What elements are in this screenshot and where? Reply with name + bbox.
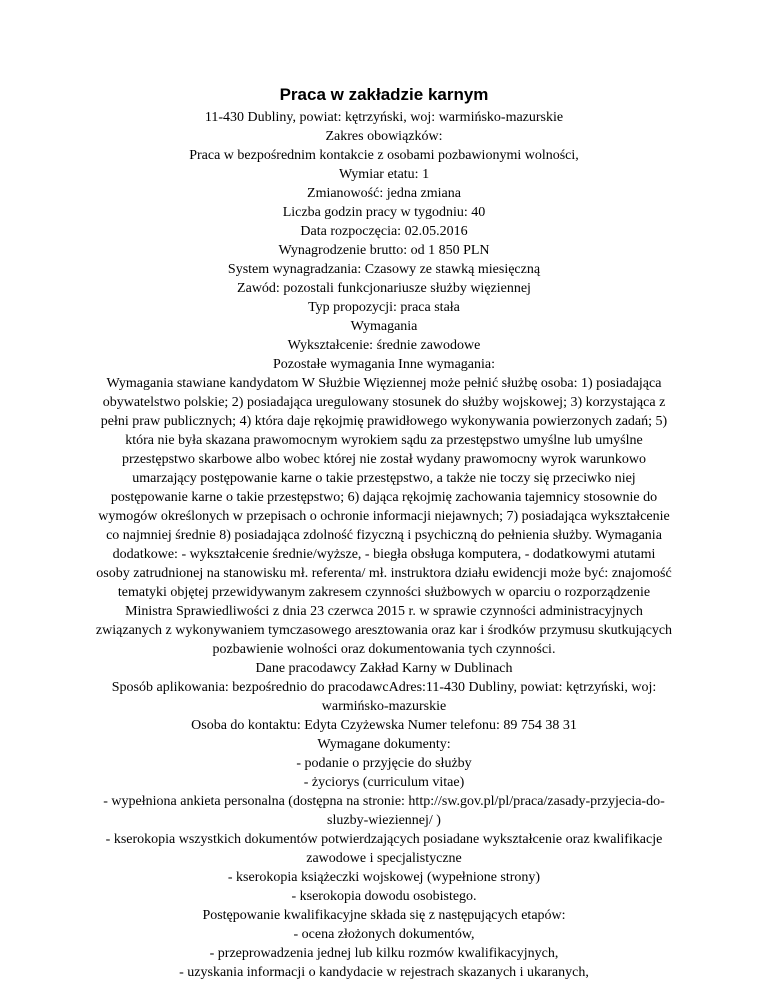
- requirements-paragraph-line: przestępstwo skarbowe albo wobec której nie został wydany prawomocny wyrok warunkowo: [121, 452, 647, 467]
- required-documents-heading: Wymagane dokumenty:: [317, 737, 451, 752]
- application-method-cont: warmińsko-mazurskie: [321, 699, 447, 714]
- offer-type: Typ propozycji: praca stała: [308, 300, 460, 315]
- profession: Zawód: pozostali funkcjonariusze służby więziennej: [237, 281, 531, 296]
- application-method: Sposób aplikowania: bezpośrednio do pracodawcAdres:11-430 Dubliny, powiat: kętrzyński, woj:: [111, 680, 657, 695]
- requirements-paragraph-line: która nie była skazana prawomocnym wyrokiem sądu za przestępstwo umyślne lub umyślne: [125, 433, 643, 448]
- education-requirement: Wykształcenie: średnie zawodowe: [287, 338, 481, 353]
- procedure-step: - przeprowadzenia jednej lub kilku rozmów kwalifikacyjnych,: [209, 946, 559, 961]
- duties-text: Praca w bezpośrednim kontakcie z osobami pozbawionymi wolności,: [189, 148, 579, 163]
- contact-person: Osoba do kontaktu: Edyta Czyżewska Numer telefonu: 89 754 38 31: [191, 718, 577, 733]
- requirements-paragraph-line: wymogów określonych w przepisach o ochronie informacji niejawnych; 7) posiadająca wykształcenie: [98, 509, 670, 524]
- procedure-step: - uzyskania informacji o kandydacie w rejestrach skazanych i ukaranych,: [179, 965, 589, 980]
- start-date: Data rozpoczęcia: 02.05.2016: [300, 224, 468, 239]
- document-body: [84, 108, 684, 982]
- procedure-step: - ocena złożonych dokumentów,: [293, 927, 475, 942]
- document-list-item: - podanie o przyjęcie do służby: [296, 756, 472, 771]
- other-requirements-heading: Pozostałe wymagania Inne wymagania:: [273, 357, 495, 372]
- requirements-paragraph-line: związanych z wykonywaniem tymczasowego aresztowania oraz kar i środków przymusu skutkujących: [95, 623, 673, 638]
- requirements-paragraph-line: dodatkowe: - wykształcenie średnie/wyższe, - biegła obsługa komputera, - dodatkowymi atutami: [112, 547, 656, 562]
- document-list-item: - kserokopia dowodu osobistego.: [291, 889, 477, 904]
- document-list-item: - kserokopia wszystkich dokumentów potwierdzających posiadane wykształcenie oraz kwalifikacje: [105, 832, 663, 847]
- requirements-paragraph-line: postępowanie karne o takie przestępstwo; 6) dająca rękojmię zachowania tajemnicy stosownie do: [110, 490, 658, 505]
- qualification-procedure-heading: Postępowanie kwalifikacyjne składa się z następujących etapów:: [202, 908, 566, 923]
- duties-heading: Zakres obowiązków:: [325, 129, 443, 144]
- shift-info: Zmianowość: jedna zmiana: [307, 186, 461, 201]
- requirements-paragraph-line: co najmniej średnie 8) posiadająca zdolność fizyczną i psychiczną do pełnienia służby. Wymagania: [106, 528, 662, 543]
- pay-system: System wynagradzania: Czasowy ze stawką miesięczną: [227, 262, 541, 277]
- document-list-item-cont: sluzby-wieziennej/ ): [327, 813, 441, 828]
- document-list-item-cont: zawodowe i specjalistyczne: [306, 851, 462, 866]
- requirements-paragraph-line: tematyki objętej przewidywanym zakresem czynności służbowych w oparciu o rozporządzenie: [117, 585, 651, 600]
- requirements-paragraph-line: obywatelstwo polskie; 2) posiadająca uregulowany stosunek do służby wojskowej; 3) korzystająca z: [102, 395, 666, 410]
- document-list-item: - życiorys (curriculum vitae): [303, 775, 465, 790]
- requirements-paragraph-line: Ministra Sprawiedliwości z dnia 23 czerwca 2015 r. w sprawie czynności administracyjnych: [125, 604, 643, 619]
- document-list-item: - wypełniona ankieta personalna (dostępna na stronie: http://sw.gov.pl/pl/praca/zasady-przyjecia-do-: [103, 794, 665, 809]
- document-list-item: - kserokopia książeczki wojskowej (wypełnione strony): [227, 870, 541, 885]
- document-page: [84, 84, 684, 982]
- requirements-paragraph-line: Wymagania stawiane kandydatom W Służbie Więziennej może pełnić służbę osoba: 1) posiadająca: [106, 376, 662, 391]
- weekly-hours: Liczba godzin pracy w tygodniu: 40: [282, 205, 486, 220]
- gross-salary: Wynagrodzenie brutto: od 1 850 PLN: [278, 243, 490, 258]
- employer-info: Dane pracodawcy Zakład Karny w Dublinach: [255, 661, 513, 676]
- location-line: 11-430 Dubliny, powiat: kętrzyński, woj: warmińsko-mazurskie: [204, 110, 564, 125]
- requirements-heading: Wymagania: [350, 319, 418, 334]
- requirements-paragraph-line: osoby zatrudnionej na stanowisku mł. referenta/ mł. instruktora działu ewidencji może być: znajomość: [96, 566, 672, 581]
- requirements-paragraph-line: pozbawienie wolności oraz dokumentowania tych czynności.: [212, 642, 556, 657]
- requirements-paragraph-line: pełni praw publicznych; 4) która daje rękojmię prawidłowego wykonywania powierzonych zadań; 5): [100, 414, 668, 429]
- requirements-paragraph-line: umarzający postępowanie karne o takie przestępstwo, a także nie toczy się przeciwko niej: [132, 471, 636, 486]
- employment-size: Wymiar etatu: 1: [338, 167, 430, 182]
- document-title: Praca w zakładzie karnym: [279, 85, 489, 104]
